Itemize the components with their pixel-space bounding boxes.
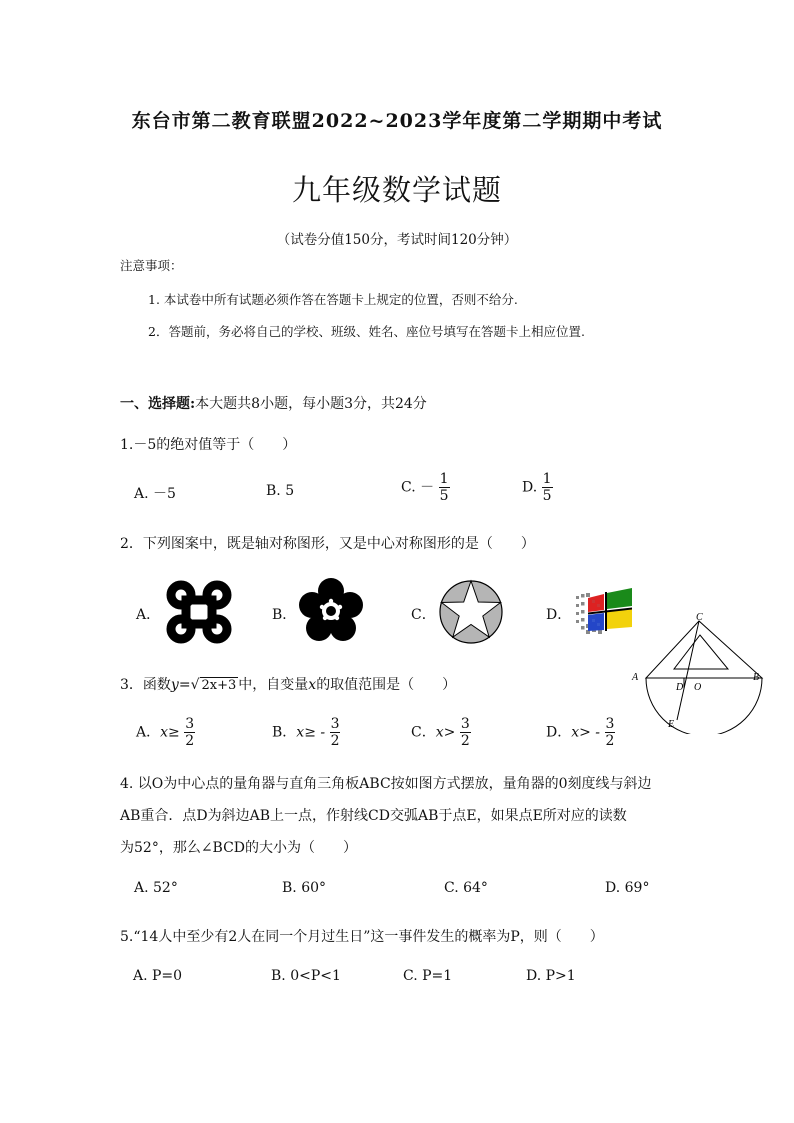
q3-option-a-fraction — [184, 716, 195, 749]
section-heading — [120, 393, 427, 413]
q3-var-y: y — [170, 677, 179, 693]
q3-option-d-fraction — [605, 716, 616, 749]
q1-option-b: B. 5 — [266, 483, 295, 499]
q5-option-a: A. P=0 — [133, 968, 183, 984]
question-2-stem: 2．下列图案中，既是轴对称图形，又是中心对称图形的是（ ） — [120, 536, 535, 552]
q3-option-a-rel: x≥ — [160, 724, 180, 741]
q3-option-a-label: A． — [136, 724, 161, 741]
q4-option-a: A. 52° — [134, 880, 178, 896]
question-4-line-2: AB重合．点D为斜边AB上一点，作射线CD交弧AB于点E，如果点E所对应的读数 — [120, 808, 627, 824]
figure-label-o: O — [694, 682, 702, 693]
q3-option-d — [546, 716, 615, 749]
figure-label-b: B — [753, 672, 760, 683]
q2-label-b: B． — [272, 607, 297, 623]
q1-option-a: A. －5 — [134, 486, 176, 502]
q3-option-d-rel: x> - — [571, 724, 601, 741]
q4-option-d: D. 69° — [605, 880, 650, 896]
q3-option-b-label: B． — [272, 724, 297, 741]
q3-option-b-fraction — [330, 716, 341, 749]
q3-option-c-rel: x> — [435, 724, 456, 741]
q3-d-numerator: 3 — [605, 716, 615, 732]
command-key-icon — [166, 580, 232, 644]
q5-option-d: D. P>1 — [526, 968, 576, 984]
q1-option-c — [401, 471, 450, 504]
notice-heading: 注意事项： — [120, 258, 183, 273]
q1-d-numerator: 1 — [542, 471, 552, 487]
flower-icon — [298, 578, 364, 644]
q3-option-c-label: C． — [411, 724, 436, 741]
protractor-triangle-figure — [628, 610, 768, 734]
figure-label-a: A — [632, 672, 639, 683]
q4-option-b: B. 60° — [282, 880, 327, 896]
q3-a-denominator: 2 — [185, 733, 195, 750]
q1-c-denominator: 5 — [439, 488, 449, 505]
q1-option-d-label: D. — [522, 479, 538, 496]
figure-label-c: C — [696, 612, 703, 623]
q3-stem-suffix: 的取值范围是（ ） — [316, 677, 457, 693]
exam-header-title: 东台市第二教育联盟2022~2023学年度第二学期期中考试 — [131, 110, 663, 132]
q3-option-c — [411, 716, 471, 749]
q1-d-denominator: 5 — [542, 488, 552, 505]
section-heading-label: 一、选择题: — [120, 396, 196, 412]
q3-option-a — [136, 716, 195, 749]
q3-c-denominator: 2 — [460, 733, 470, 750]
notice-item-2: 2．答题前，务必将自己的学校、班级、姓名、座位号填写在答题卡上相应位置. — [148, 324, 585, 339]
q3-d-denominator: 2 — [605, 733, 615, 750]
q1-option-d-fraction — [542, 471, 553, 504]
q3-option-b — [272, 716, 340, 749]
question-5-stem: 5.“14人中至少有2人在同一个月过生日”这一事件发生的概率为P，则（ ） — [120, 929, 604, 945]
q1-option-d — [522, 471, 553, 504]
question-4-line-3: 为52°，那么∠BCD的大小为（ ） — [120, 840, 358, 856]
question-3-stem — [120, 674, 456, 694]
q3-stem-mid: 中，自变量 — [238, 677, 309, 693]
q3-option-c-fraction — [460, 716, 471, 749]
q5-option-b: B. 0<P<1 — [271, 968, 341, 984]
figure-label-e: E — [668, 719, 675, 730]
q1-option-c-fraction — [439, 471, 450, 504]
q3-b-denominator: 2 — [330, 733, 340, 750]
question-4-line-1: 4. 以O为中心点的量角器与直角三角板ABC按如图方式摆放，量角器的0刻度线与斜边 — [120, 776, 652, 792]
q3-stem-prefix: 3．函数 — [120, 677, 171, 693]
q3-a-numerator: 3 — [185, 716, 195, 732]
q3-c-numerator: 3 — [460, 716, 470, 732]
notice-item-1: 1. 本试卷中所有试题必须作答在答题卡上规定的位置，否则不给分. — [148, 292, 518, 307]
q4-option-c: C. 64° — [444, 880, 488, 896]
q3-var-x: x — [308, 677, 317, 693]
q5-option-c: C. P=1 — [403, 968, 453, 984]
q3-sqrt-sign: √ — [190, 677, 200, 693]
q3-radicand: 2x+3 — [201, 678, 237, 693]
q1-c-numerator: 1 — [439, 471, 449, 487]
q1-option-c-label: C. － — [401, 479, 435, 496]
q3-equals: = — [178, 677, 191, 693]
q2-label-a: A． — [136, 607, 161, 623]
q3-option-b-rel: x≥ - — [296, 724, 326, 741]
windows-flag-icon — [574, 584, 636, 640]
question-1-stem: 1.－5的绝对值等于（ ） — [120, 437, 297, 453]
q2-label-d: D． — [546, 607, 572, 623]
section-heading-desc: 本大题共8小题，每小题3分，共24分 — [195, 396, 427, 412]
q2-label-c: C． — [411, 607, 436, 623]
q3-option-d-label: D． — [546, 724, 572, 741]
q3-b-numerator: 3 — [330, 716, 340, 732]
star-in-circle-icon — [438, 579, 504, 645]
exam-title: 九年级数学试题 — [291, 173, 502, 207]
figure-label-d: D — [676, 682, 684, 693]
exam-subtitle: （试卷分值150分，考试时间120分钟） — [276, 232, 518, 248]
